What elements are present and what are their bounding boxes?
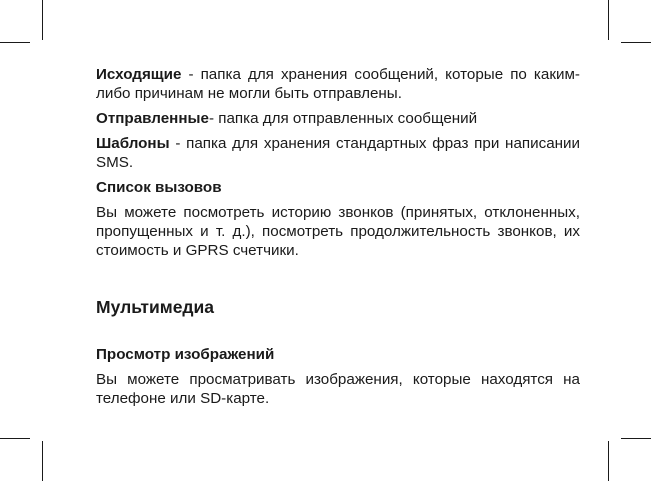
- sent-description: [96, 109, 580, 128]
- outbox-description: [96, 65, 580, 103]
- crop-mark-top-left-horizontal: [0, 42, 30, 43]
- call-log-text: Вы можете посмотреть историю звонков (принятых, отклоненных, пропущенных и т. д.), посмотреть продолжительность звонков, их стоимость и GPRS счетчики.: [96, 204, 580, 259]
- page-content: [96, 65, 580, 414]
- crop-mark-top-right-horizontal: [621, 42, 651, 43]
- templates-description: [96, 134, 580, 172]
- sent-text: - папка для отправленных сообщений: [208, 110, 478, 127]
- image-viewer-heading: Просмотр изображений: [96, 346, 275, 363]
- crop-mark-top-right-vertical: [608, 0, 609, 40]
- crop-mark-bottom-left-vertical: [42, 441, 43, 481]
- crop-mark-bottom-right-vertical: [608, 441, 609, 481]
- crop-mark-bottom-right-horizontal: [621, 438, 651, 439]
- templates-term: Шаблоны: [96, 135, 170, 152]
- sent-term: Отправленные: [96, 110, 209, 127]
- crop-mark-bottom-left-horizontal: [0, 438, 30, 439]
- templates-text: - папка для хранения стандартных фраз при написании SMS.: [96, 135, 580, 171]
- image-viewer-text: Вы можете просматривать изображения, которые находятся на телефоне или SD-карте.: [96, 371, 580, 407]
- outbox-term: Исходящие: [96, 66, 182, 83]
- outbox-text: - папка для хранения сообщений, которые по каким-либо причинам не могли быть отправлены.: [96, 66, 580, 102]
- multimedia-section-title: Мультимедиа: [96, 297, 215, 317]
- call-log-heading: Список вызовов: [96, 179, 222, 196]
- crop-mark-top-left-vertical: [42, 0, 43, 40]
